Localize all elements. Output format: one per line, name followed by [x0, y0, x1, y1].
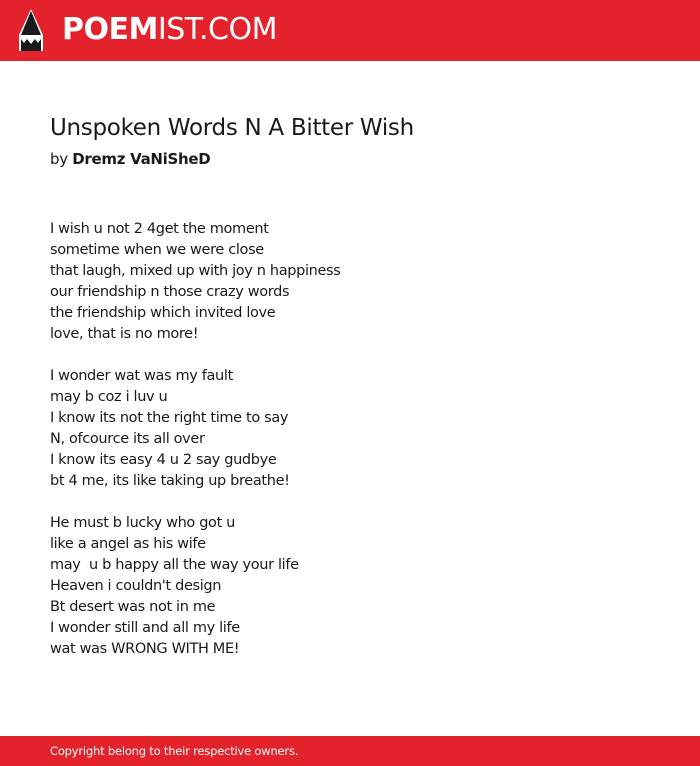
- poem-body: [50, 219, 650, 681]
- poem-line: I know its easy 4 u 2 say gudbye: [50, 452, 277, 468]
- logo-text-bold: POEM: [62, 12, 158, 47]
- poem-line: sometime when we were close: [50, 242, 264, 258]
- poem-line: bt 4 me, its like taking up breathe!: [50, 473, 290, 489]
- by-label: by: [50, 150, 68, 168]
- pencil-tip-icon[interactable]: [17, 9, 45, 51]
- poem-line: the friendship which invited love: [50, 305, 276, 321]
- poem-line: Bt desert was not in me: [50, 599, 216, 615]
- poem-line: N, ofcource its all over: [50, 431, 205, 447]
- poem-stanza: [50, 513, 650, 660]
- poem-author: Dremz VaNiSheD: [72, 150, 211, 168]
- copyright-text: Copyright belong to their respective owners.: [50, 744, 299, 758]
- poem-stanza: [50, 219, 650, 345]
- poem-line: I wonder still and all my life: [50, 620, 240, 636]
- site-footer: [0, 736, 700, 766]
- poem-line: I wonder wat was my fault: [50, 368, 233, 384]
- poem-byline: [50, 150, 210, 168]
- poem-line: may u b happy all the way your life: [50, 557, 299, 573]
- poem-line: our friendship n those crazy words: [50, 284, 290, 300]
- poem-title: Unspoken Words N A Bitter Wish: [50, 115, 414, 141]
- poem-line: may b coz i luv u: [50, 389, 168, 405]
- logo-text-light: IST.COM: [157, 12, 277, 47]
- poem-line: He must b lucky who got u: [50, 515, 236, 531]
- poem-line: that laugh, mixed up with joy n happiness: [50, 263, 341, 279]
- poem-line: Heaven i couldn't design: [50, 578, 222, 594]
- poem-line: wat was WRONG WITH ME!: [50, 641, 240, 657]
- poem-line: I wish u not 2 4get the moment: [50, 221, 269, 237]
- poem-line: like a angel as his wife: [50, 536, 206, 552]
- site-logo[interactable]: [62, 10, 277, 50]
- poem-line: I know its not the right time to say: [50, 410, 289, 426]
- poem-stanza: [50, 366, 650, 492]
- poem-line: love, that is no more!: [50, 326, 199, 342]
- site-header: [0, 0, 700, 61]
